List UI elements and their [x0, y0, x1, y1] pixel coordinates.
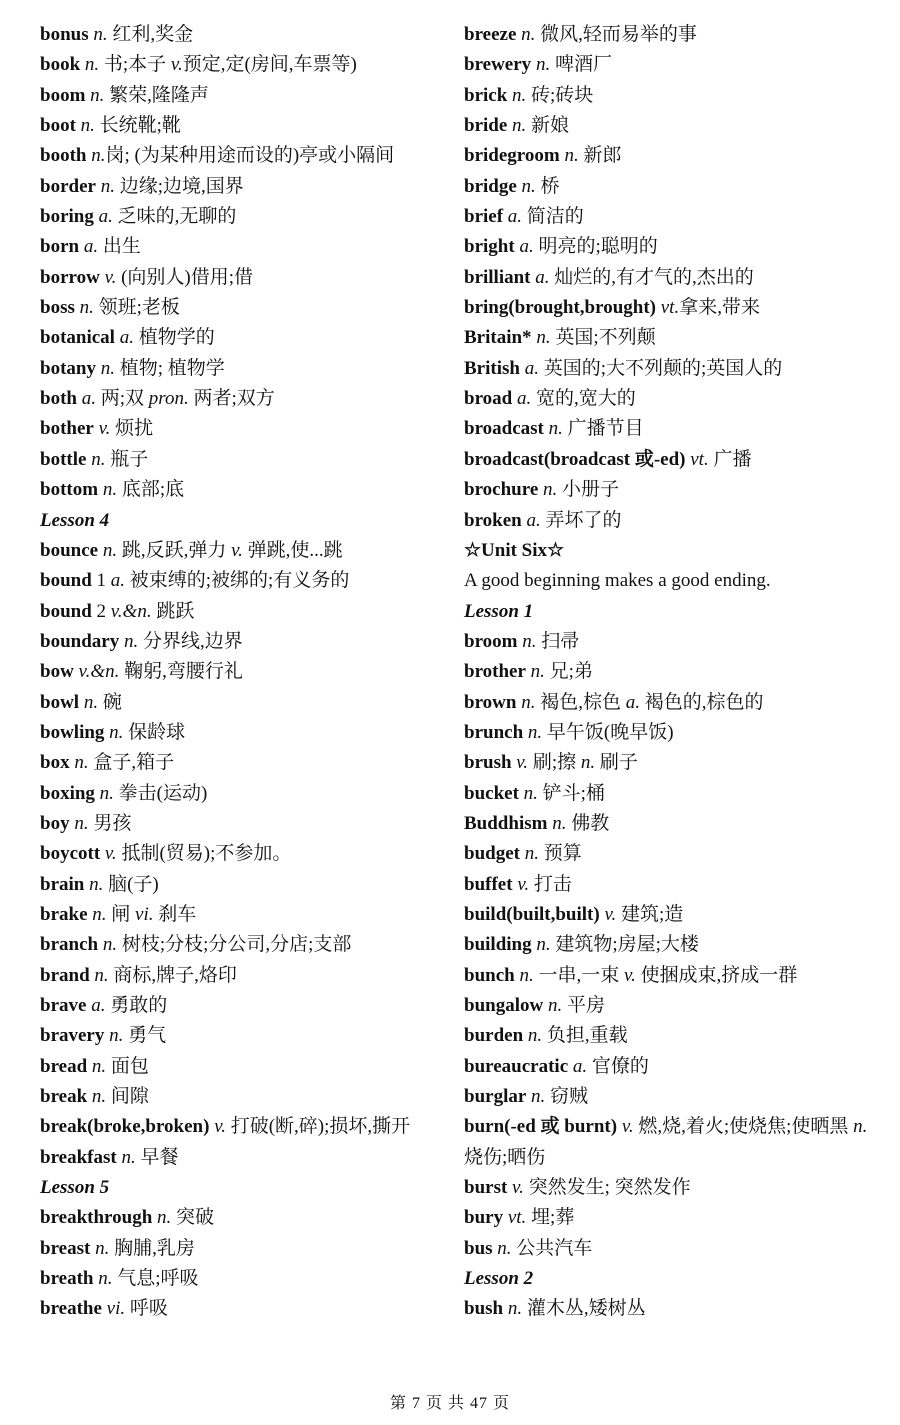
vocab-entry: broom n. 扫帚	[464, 630, 580, 652]
headword: bottle	[40, 448, 87, 470]
headword: building	[464, 934, 532, 956]
headword: boundary	[40, 630, 120, 652]
vocab-entry: born a. 出生	[40, 236, 141, 258]
vocab-entry: brown n. 褐色,棕色 a. 褐色的,棕色的	[464, 691, 764, 713]
vocab-entry: broadcast(broadcast 或-ed) vt. 广播	[464, 448, 752, 470]
part-of-speech: n.	[536, 934, 551, 956]
headword: broom	[464, 630, 518, 652]
vocab-entry: breakfast n. 早餐	[40, 1146, 179, 1168]
headword: bowling	[40, 721, 105, 743]
part-of-speech: n.	[580, 752, 596, 774]
headword: brand	[40, 964, 90, 986]
headword: brush	[464, 752, 512, 774]
vocab-entry: borrow v. (向别人)借用;借	[40, 266, 254, 288]
headword: brother	[464, 661, 526, 683]
part-of-speech: v.	[604, 903, 617, 925]
vocab-entry: British a. 英国的;大不列颠的;英国人的	[464, 357, 783, 379]
headword: breeze	[464, 24, 517, 45]
vocab-entry: burst v. 突然发生; 突然发作	[464, 1177, 691, 1199]
vocab-entry: bottle n. 瓶子	[40, 448, 149, 470]
headword: botanical	[40, 327, 115, 349]
part-of-speech: n.	[548, 418, 563, 440]
part-of-speech: vi.	[106, 1298, 126, 1320]
headword: brunch	[464, 721, 524, 743]
part-of-speech: n.	[102, 479, 118, 501]
headword: borrow	[40, 266, 100, 288]
headword: boycott	[40, 843, 101, 865]
headword: burn(-ed 或 burnt)	[464, 1116, 618, 1138]
part-of-speech: n.	[79, 297, 94, 319]
headword: budget	[464, 843, 520, 865]
headword: brave	[40, 995, 87, 1016]
vocab-entry: boom n. 繁荣,隆隆声	[40, 84, 209, 106]
vocab-entry: box n. 盒子,箱子	[40, 752, 175, 774]
part-of-speech: n.	[123, 630, 139, 652]
headword: bride	[464, 115, 508, 137]
part-of-speech: v.	[231, 539, 243, 561]
headword: born	[40, 236, 80, 258]
part-of-speech: vt.	[690, 448, 709, 470]
vocab-entry: booth n.岗; (为某种用途而设的)亭或小隔间	[40, 145, 395, 167]
part-of-speech: n.	[100, 175, 115, 197]
vocab-entry: bungalow n. 平房	[464, 995, 605, 1016]
part-of-speech: v.&n.	[110, 600, 152, 622]
part-of-speech: a.	[119, 327, 134, 349]
vocab-entry: brother n. 兄;弟	[464, 661, 593, 683]
vocab-entry: bring(brought,brought) vt.拿来,带来	[464, 297, 760, 319]
vocab-entry: bowl n. 碗	[40, 691, 122, 713]
vocab-entry: brand n. 商标,牌子,烙印	[40, 964, 237, 986]
headword: bus	[464, 1237, 493, 1259]
part-of-speech: n.	[522, 630, 537, 652]
headword: botany	[40, 357, 96, 379]
headword: box	[40, 752, 70, 774]
part-of-speech: v.	[623, 964, 636, 986]
part-of-speech: n.	[80, 115, 95, 137]
part-of-speech: n.	[90, 84, 105, 106]
headword: branch	[40, 934, 99, 956]
vocab-entry: burn(-ed 或 burnt) v. 燃,烧,着火;使烧焦;使晒黑 n. 烧伤;晒伤	[464, 1116, 868, 1168]
vocab-entry: bow v.&n. 鞠躬,弯腰行礼	[40, 661, 243, 683]
part-of-speech: v.	[214, 1116, 226, 1138]
part-of-speech: n.	[99, 782, 114, 804]
headword: burden	[464, 1025, 524, 1047]
part-of-speech: n.	[524, 843, 539, 865]
part-of-speech: n.	[523, 782, 538, 804]
vocab-entry: brochure n. 小册子	[464, 479, 620, 501]
part-of-speech: n.	[109, 1025, 124, 1047]
headword: build(built,built)	[464, 903, 600, 925]
headword: breathe	[40, 1298, 102, 1320]
part-of-speech: n.	[512, 84, 527, 106]
vocab-entry: break(broke,broken) v. 打破(断,碎);损坏,撕开	[40, 1116, 411, 1138]
part-of-speech: n.	[109, 721, 124, 743]
vocab-entry: broken a. 弄坏了的	[464, 509, 622, 531]
vocab-entry: bowling n. 保龄球	[40, 721, 186, 743]
headword: break(broke,broken)	[40, 1116, 210, 1138]
part-of-speech: n.	[497, 1237, 512, 1259]
vocab-entry: brick n. 砖;砖块	[464, 84, 594, 106]
part-of-speech: n.	[547, 995, 563, 1016]
headword: breath	[40, 1268, 94, 1290]
part-of-speech: n.	[89, 873, 104, 895]
part-of-speech: v.	[517, 873, 530, 895]
vocab-entry: brain n. 脑(子)	[40, 873, 159, 895]
vocab-entry: breath n. 气息;呼吸	[40, 1268, 199, 1290]
vocab-entry: brunch n. 早午饭(晚早饭)	[464, 721, 674, 743]
part-of-speech: n.	[98, 1268, 113, 1290]
headword: breakfast	[40, 1146, 117, 1168]
vocab-entry: bunch n. 一串,一束 v. 使捆成束,挤成一群	[464, 964, 798, 986]
vocab-entry: burden n. 负担,重载	[464, 1025, 628, 1047]
headword: brief	[464, 206, 504, 228]
vocab-entry: bread n. 面包	[40, 1055, 149, 1077]
part-of-speech: vt.	[660, 297, 680, 319]
headword: brake	[40, 903, 88, 925]
vocab-entry: bottom n. 底部;底	[40, 479, 185, 501]
part-of-speech: n.	[95, 1237, 110, 1259]
vocab-entry: boundary n. 分界线,边界	[40, 630, 243, 652]
headword: bridegroom	[464, 145, 560, 167]
vocab-entry: boy n. 男孩	[40, 812, 132, 834]
headword: broadcast(broadcast 或-ed)	[464, 448, 686, 470]
headword: brick	[464, 84, 508, 106]
headword: bush	[464, 1298, 504, 1320]
part-of-speech: v.	[104, 266, 117, 288]
part-of-speech: n.	[83, 691, 99, 713]
headword: bounce	[40, 539, 99, 561]
vocab-entry: bridegroom n. 新郎	[464, 145, 622, 167]
part-of-speech: v.	[170, 54, 183, 76]
part-of-speech: a.	[516, 388, 532, 410]
vocab-entry: breast n. 胸脯,乳房	[40, 1237, 195, 1259]
headword: bureaucratic	[464, 1055, 569, 1077]
part-of-speech: vt.	[507, 1207, 527, 1229]
vocab-entry: border n. 边缘;边境,国界	[40, 175, 244, 197]
part-of-speech: a.	[91, 995, 106, 1016]
headword: bravery	[40, 1025, 105, 1047]
part-of-speech: n.	[519, 964, 534, 986]
headword: bungalow	[464, 995, 544, 1016]
headword: boom	[40, 84, 86, 106]
vocab-entry: boxing n. 拳击(运动)	[40, 782, 208, 804]
part-of-speech: a.	[572, 1055, 588, 1077]
vocab-entry: branch n. 树枝;分枝;分公司,分店;支部	[40, 934, 352, 956]
part-of-speech: a.	[625, 691, 640, 713]
vocab-entry: Buddhism n. 佛教	[464, 812, 610, 834]
lesson-heading: Lesson 4	[40, 509, 110, 531]
headword: bowl	[40, 691, 80, 713]
vocab-entry: budget n. 预算	[464, 843, 582, 865]
vocab-entry: bounce n. 跳,反跃,弹力 v. 弹跳,使...跳	[40, 539, 343, 561]
vocab-entry: bravery n. 勇气	[40, 1025, 167, 1047]
vocab-entry: book n. 书;本子 v.预定,定(房间,车票等)	[40, 54, 357, 76]
part-of-speech: a.	[98, 206, 113, 228]
vocab-entry: broad a. 宽的,宽大的	[464, 388, 636, 410]
headword: bury	[464, 1207, 504, 1229]
vocab-entry: bride n. 新娘	[464, 115, 570, 137]
part-of-speech: n.	[91, 448, 106, 470]
headword: bound	[40, 570, 92, 592]
part-of-speech: v.	[98, 418, 111, 440]
part-of-speech: n.	[512, 115, 527, 137]
part-of-speech: n.	[531, 1086, 546, 1108]
headword: bound	[40, 600, 92, 622]
headword: broken	[464, 509, 522, 531]
part-of-speech: a.	[524, 357, 539, 379]
vocab-entry: build(built,built) v. 建筑;造	[464, 903, 684, 925]
headword: Britain*	[464, 327, 532, 349]
part-of-speech: n.	[74, 752, 89, 774]
part-of-speech: vi.	[135, 903, 154, 925]
lesson-heading: Lesson 1	[464, 600, 534, 622]
part-of-speech: n.	[521, 691, 536, 713]
part-of-speech: n.	[102, 539, 118, 561]
part-of-speech: n.	[552, 812, 567, 834]
part-of-speech: a.	[535, 266, 550, 288]
part-of-speech: n.	[91, 145, 106, 167]
vocab-entry: bush n. 灌木丛,矮树丛	[464, 1298, 646, 1320]
part-of-speech: a.	[526, 509, 541, 531]
vocab-entry: bucket n. 铲斗;桶	[464, 782, 605, 804]
vocab-entry: boss n. 领班;老板	[40, 297, 180, 319]
headword: breakthrough	[40, 1207, 153, 1229]
headword: Buddhism	[464, 812, 548, 834]
vocab-entry: bridge n. 桥	[464, 175, 560, 197]
vocab-entry: bright a. 明亮的;聪明的	[464, 236, 658, 258]
vocab-entry: botany n. 植物; 植物学	[40, 357, 225, 379]
headword: bright	[464, 236, 515, 258]
headword: bridge	[464, 175, 517, 197]
part-of-speech: n.	[530, 661, 545, 683]
vocab-entry: break n. 间隙	[40, 1086, 149, 1108]
lesson-heading: Lesson 2	[464, 1268, 534, 1290]
headword: brain	[40, 873, 85, 895]
part-of-speech: n.	[527, 721, 543, 743]
part-of-speech: a.	[81, 388, 96, 410]
headword: boss	[40, 297, 75, 319]
vocab-entry: Britain* n. 英国;不列颠	[464, 327, 656, 349]
left-column	[40, 20, 450, 1325]
vocab-entry: buffet v. 打击	[464, 873, 572, 895]
headword: British	[464, 357, 520, 379]
vocab-entry: bonus n. 红利,奖金	[40, 24, 194, 45]
headword: book	[40, 54, 81, 76]
headword: brilliant	[464, 266, 531, 288]
part-of-speech: n.	[527, 1025, 543, 1047]
headword: broadcast	[464, 418, 544, 440]
vocab-entry: breakthrough n. 突破	[40, 1207, 215, 1229]
headword: burst	[464, 1177, 508, 1199]
vocab-entry: bury vt. 埋;葬	[464, 1207, 575, 1229]
part-of-speech: n.	[507, 1298, 523, 1320]
part-of-speech: n.	[121, 1146, 136, 1168]
headword: bonus	[40, 24, 89, 45]
part-of-speech: n.	[74, 812, 89, 834]
headword: broad	[464, 388, 513, 410]
vocab-entry: broadcast n. 广播节目	[464, 418, 644, 440]
headword: boot	[40, 115, 76, 137]
headword: border	[40, 175, 96, 197]
lesson-heading: Lesson 5	[40, 1177, 110, 1199]
headword: brochure	[464, 479, 539, 501]
headword: break	[40, 1086, 88, 1108]
part-of-speech: a.	[519, 236, 534, 258]
vocab-entry: boot n. 长统靴;靴	[40, 115, 181, 137]
headword: bother	[40, 418, 94, 440]
part-of-speech: v.	[104, 843, 117, 865]
part-of-speech: n.	[102, 934, 118, 956]
vocab-entry: boycott v. 抵制(贸易);不参加。	[40, 843, 292, 865]
part-of-speech: n.	[564, 145, 579, 167]
headword: breast	[40, 1237, 91, 1259]
vocab-entry: breeze n. 微风,轻而易举的事	[464, 24, 697, 45]
vocab-entry: brewery n. 啤酒厂	[464, 54, 612, 76]
vocab-entry: bus n. 公共汽车	[464, 1237, 593, 1259]
vocab-entry: botanical a. 植物学的	[40, 327, 215, 349]
part-of-speech: v.&n.	[78, 661, 120, 683]
part-of-speech: v.	[516, 752, 529, 774]
part-of-speech: a.	[110, 570, 126, 592]
headword: buffet	[464, 873, 513, 895]
vocab-entry: bureaucratic a. 官僚的	[464, 1055, 649, 1077]
part-of-speech: n.	[521, 175, 536, 197]
part-of-speech: n.	[94, 964, 109, 986]
vocab-entry: brush v. 刷;擦 n. 刷子	[464, 752, 638, 774]
vocab-entry: both a. 两;双 pron. 两者;双方	[40, 388, 275, 410]
headword: brown	[464, 691, 517, 713]
headword: boring	[40, 206, 94, 228]
part-of-speech: n.	[521, 24, 536, 45]
vocab-entry: brave a. 勇敢的	[40, 995, 168, 1016]
vocab-entry: brake n. 闸 vi. 刹车	[40, 903, 197, 925]
vocab-entry: bound 2 v.&n. 跳跃	[40, 600, 195, 622]
headword: boy	[40, 812, 70, 834]
unit-motto: A good beginning makes a good ending.	[464, 570, 771, 592]
headword: bring(brought,brought)	[464, 297, 656, 319]
headword: brewery	[464, 54, 532, 76]
part-of-speech: n.	[92, 903, 107, 925]
part-of-speech: a.	[83, 236, 99, 258]
part-of-speech: n.	[157, 1207, 172, 1229]
part-of-speech: pron.	[148, 388, 189, 410]
vocab-entry: brilliant a. 灿烂的,有才气的,杰出的	[464, 266, 754, 288]
part-of-speech: n.	[84, 54, 100, 76]
unit-heading: ☆Unit Six☆	[464, 539, 565, 561]
part-of-speech: n.	[535, 54, 551, 76]
vocab-entry: brief a. 简洁的	[464, 206, 584, 228]
vocab-entry: boring a. 乏味的,无聊的	[40, 206, 237, 228]
headword: burglar	[464, 1086, 527, 1108]
headword: boxing	[40, 782, 95, 804]
headword: bunch	[464, 964, 515, 986]
part-of-speech: n.	[91, 1055, 107, 1077]
part-of-speech: n.	[91, 1086, 107, 1108]
headword: bottom	[40, 479, 99, 501]
page-footer: 第 7 页 共 47 页	[389, 1395, 510, 1412]
vocab-entry: bother v. 烦扰	[40, 418, 154, 440]
headword: booth	[40, 145, 87, 167]
part-of-speech: n.	[536, 327, 551, 349]
part-of-speech: a.	[507, 206, 523, 228]
vocab-entry: burglar n. 窃贼	[464, 1086, 589, 1108]
part-of-speech: v.	[512, 1177, 524, 1199]
part-of-speech: n.	[93, 24, 108, 45]
headword: bread	[40, 1055, 88, 1077]
vocab-entry: breathe vi. 呼吸	[40, 1298, 168, 1320]
vocab-entry: bound 1 a. 被束缚的;被绑的;有义务的	[40, 570, 350, 592]
part-of-speech: n.	[543, 479, 558, 501]
part-of-speech: n.	[853, 1116, 868, 1138]
headword: bucket	[464, 782, 519, 804]
part-of-speech: n.	[100, 357, 115, 379]
headword: bow	[40, 661, 74, 683]
right-column	[464, 20, 884, 1325]
vocab-entry: building n. 建筑物;房屋;大楼	[464, 934, 699, 956]
headword: both	[40, 388, 77, 410]
part-of-speech: v.	[621, 1116, 634, 1138]
